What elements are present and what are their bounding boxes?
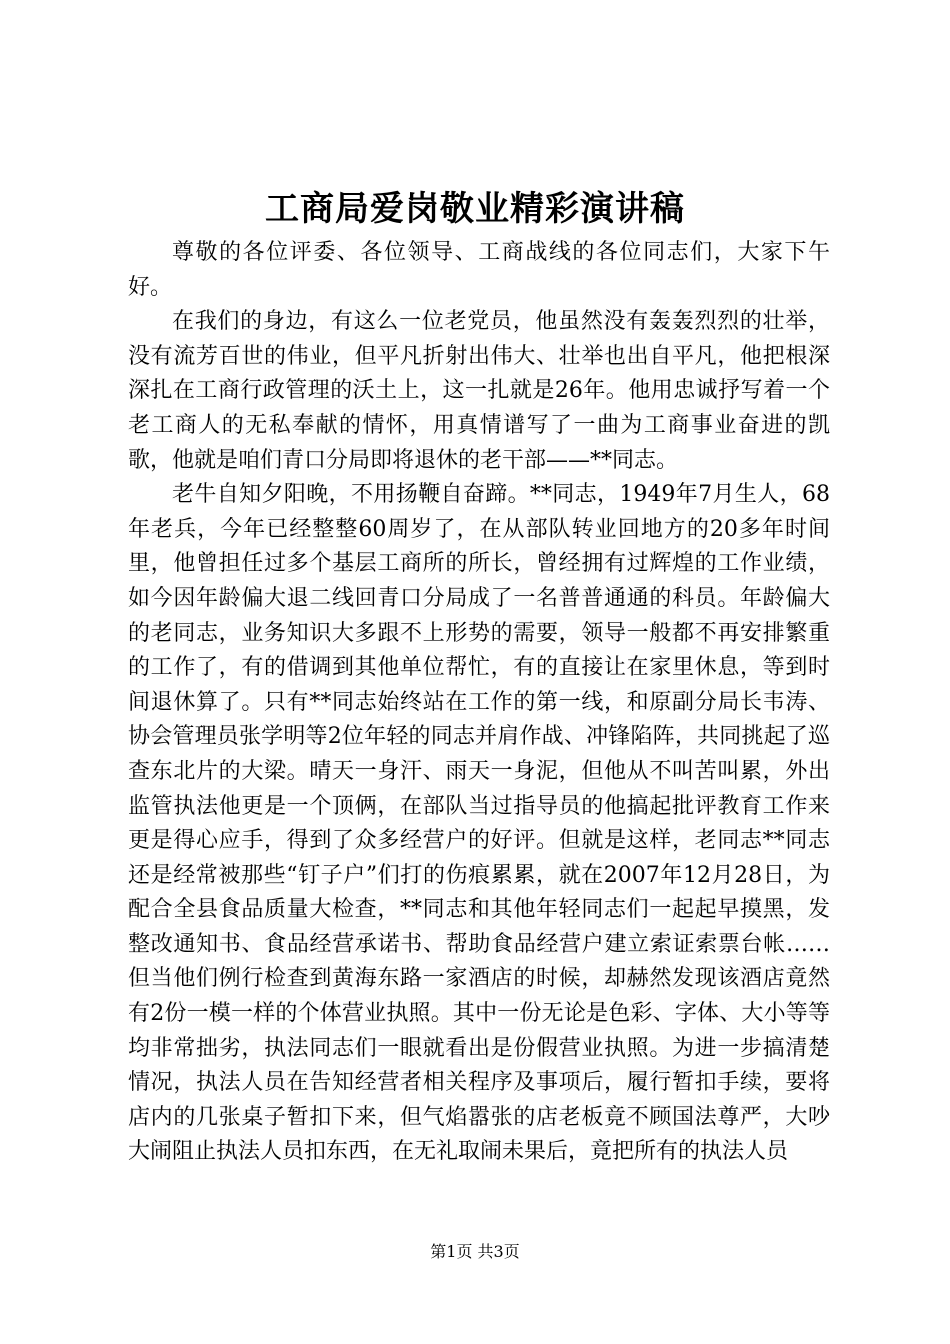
document-title: 工商局爱岗敬业精彩演讲稿: [265, 189, 685, 229]
paragraph-story: 老牛自知夕阳晚，不用扬鞭自奋蹄。**同志，1949年7月生人，68年老兵，今年已经整整60周岁了，在从部队转业回地方的20多年时间里，他曾担任过多个基层工商所的所长，曾经拥有过辉煌的工作业绩，如今因年龄偏大退二线回青口分局成了一名普普通通的科员。年龄偏大的老同志，业务知识大多跟不上形势的需要，领导一般都不再安排繁重的工作了，有的借调到其他单位帮忙，有的直接让在家里休息，等到时间退休算了。只有**同志始终站在工作的第一线，和原副分局长韦涛、协会管理员张学明等2位年轻的同志并肩作战、冲锋陷阵，共同挑起了巡查东北片的大梁。晴天一身汗、雨天一身泥，但他从不叫苦叫累，外出监管执法他更是一个顶俩，在部队当过指导员的他搞起批评教育工作来更是得心应手，得到了众多经营户的好评。但就是这样，老同志**同志还是经常被那些“钉子户”们打的伤痕累累，就在2007年12月28日，为配合全县食品质量大检查，**同志和其他年轻同志们一起起早摸黑，发整改通知书、食品经营承诺书、帮助食品经营户建立索证索票台帐……但当他们例行检查到黄海东路一家酒店的时候，却赫然发现该酒店竟然有2份一模一样的个体营业执照。其中一份无论是色彩、字体、大小等等均非常拙劣，执法同志们一眼就看出是份假营业执照。为进一步搞清楚情况，执法人员在告知经营者相关程序及事项后，履行暂扣手续，要将店内的几张桌子暂扣下来，但气焰嚣张的店老板竟不顾国法尊严，大吵大闹阻止执法人员扣东西，在无礼取闹未果后，竟把所有的执法人员: [128, 482, 830, 1165]
paragraph-introduction: 在我们的身边，有这么一位老党员，他虽然没有轰轰烈烈的壮举，没有流芳百世的伟业，但平凡折射出伟大、壮举也出自平凡，他把根深深扎在工商行政管理的沃土上，这一扎就是26年。他用忠诚抒写着一个老工商人的无私奉献的情怀，用真情谱写了一曲为工商事业奋进的凯歌，他就是咱们青口分局即将退休的老干部——**同志。: [128, 309, 830, 473]
document-body: [128, 236, 830, 1170]
page-number-footer: 第1页 共3页: [430, 1242, 520, 1261]
paragraph-greeting: 尊敬的各位评委、各位领导、工商战线的各位同志们，大家下午好。: [128, 240, 830, 300]
